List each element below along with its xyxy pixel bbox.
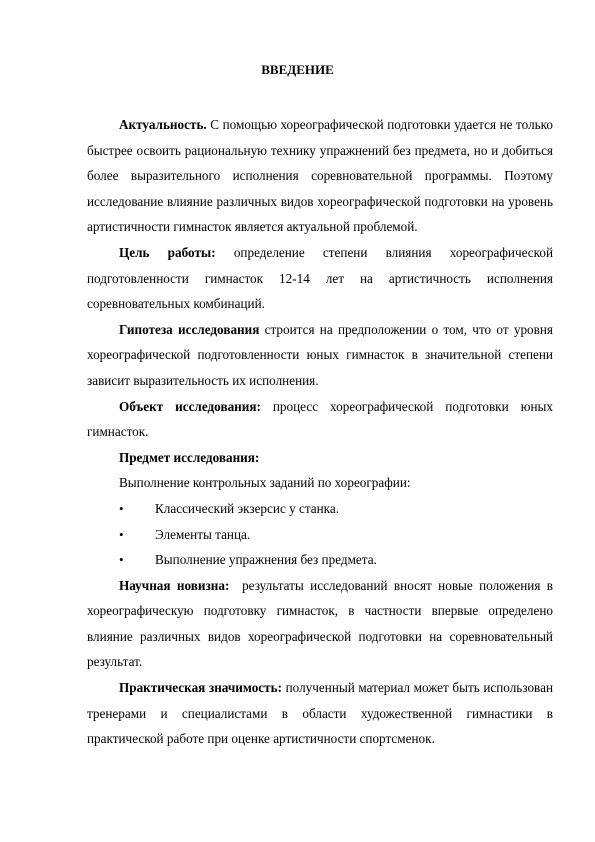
relevance-label: Актуальность. <box>119 117 207 132</box>
subject-intro: Выполнение контрольных заданий по хореографии: <box>119 475 411 491</box>
relevance-text: С помощью хореографической подготовки удается не только быстрее освоить рациональную технику упражнений без предмета, но и добиться более выразительного исполнения соревновательной программы. Поэтому исследование влияние различных видов хореографической подготовки на уровень артистичности гимнасток является актуальной проблемой. <box>87 117 553 235</box>
hypothesis-text: строится на предположении о том, что от уровня хореографической подготовленности юных гимнасток в значительной степени зависит выразительность их исполнения. <box>87 321 553 388</box>
list-item <box>87 522 553 548</box>
significance-text: полученный материал может быть использован тренерами и специалистами в области художественной гимнастики в практической работе при оценке артистичности спортсменок. <box>87 680 554 747</box>
novelty-text: результаты исследований вносят новые положения в хореографическую подготовку гимнасток, в частности впервые определено влияние различных видов хореографической подготовки на соревновательный результат. <box>87 577 557 670</box>
subject-label: Предмет исследования: <box>119 449 260 465</box>
list-item-text: Классический экзерсис у станка. <box>155 500 340 516</box>
paragraph-hypothesis <box>87 317 553 394</box>
subject-list <box>87 496 553 573</box>
bullet-icon: • <box>119 552 124 568</box>
goal-label: Цель работы: <box>119 244 216 260</box>
paragraph-novelty <box>87 573 557 675</box>
paragraph-subject <box>87 445 553 471</box>
significance-label: Практическая значимость: <box>119 680 283 696</box>
paragraph-relevance <box>87 112 553 240</box>
bullet-icon: • <box>119 526 124 542</box>
document-body <box>87 112 557 752</box>
object-label: Объект исследования: <box>119 398 261 414</box>
page-title: ВВЕДЕНИЕ <box>261 62 334 77</box>
object-text: процесс хореографической подготовки юных гимнасток. <box>87 398 553 440</box>
bullet-icon: • <box>119 500 124 516</box>
paragraph-goal <box>87 240 553 317</box>
list-item-text: Элементы танца. <box>155 526 251 542</box>
list-item <box>87 547 553 573</box>
hypothesis-label: Гипотеза исследования <box>119 321 260 337</box>
goal-text: определение степени влияния хореографической подготовленности гимнасток 12-14 лет на артистичность исполнения соревновательных комбинаций. <box>87 244 553 312</box>
paragraph-significance <box>87 675 553 752</box>
list-item <box>87 496 553 522</box>
paragraph-object <box>87 394 553 445</box>
novelty-label: Научная новизна: <box>119 577 230 593</box>
list-item-text: Выполнение упражнения без предмета. <box>155 552 377 568</box>
